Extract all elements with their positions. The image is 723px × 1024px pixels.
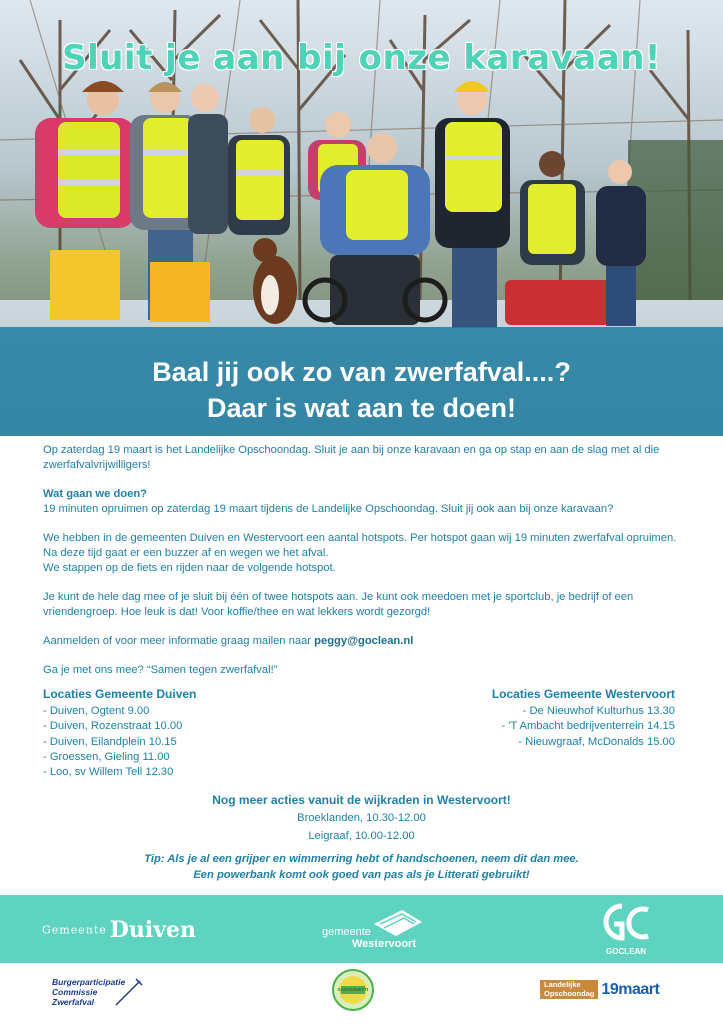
lod-line1: Landelijke — [544, 980, 581, 989]
locations-duiven-title: Locaties Gemeente Duiven — [43, 687, 197, 701]
volunteer-figure — [188, 84, 228, 234]
location-item: - De Nieuwhof Kulturhus 13.30 — [522, 705, 675, 718]
burgerparticipatie-logo — [52, 977, 125, 1007]
contact-paragraph — [43, 634, 683, 649]
location-item: - Groessen, Gieling 11.00 — [43, 750, 170, 763]
tip-line2: Een powerbank komt ook goed van pas als je Litterati gebruikt! — [193, 869, 530, 881]
more-action-item: Leigraaf, 10.00-12.00 — [308, 830, 415, 842]
burger-line: Commissie — [52, 987, 98, 997]
badge-text: SANGUINETTI — [337, 987, 369, 992]
gemeente-westervoort-logo — [322, 908, 432, 954]
banner-title: Baal jij ook zo van zwerfafval....? — [152, 357, 571, 387]
volunteer-figure — [435, 81, 510, 328]
location-item: - Loo, sv Willem Tell 12.30 — [43, 766, 174, 779]
locations-duiven — [43, 687, 343, 780]
tip-line1: Tip: Als je al een grijper en wimmerring hebt of handschoenen, neem dit dan mee. — [144, 853, 579, 865]
what-heading: Wat gaan we doen? — [43, 488, 148, 500]
location-item: - Duiven, Rozenstraat 10.00 — [43, 720, 183, 733]
location-item: - Duiven, Eilandplein 10.15 — [43, 735, 177, 748]
headline: Sluit je aan bij onze karavaan! — [62, 38, 661, 78]
lod-left-block — [540, 980, 598, 999]
landelijke-opschoondag-logo — [540, 979, 659, 1000]
contact-text: Aanmelden of voor meer informatie graag mailen naar — [43, 635, 315, 647]
sanguinetti-badge — [331, 968, 375, 1012]
tip — [0, 851, 723, 883]
more-actions-title: Nog meer acties vanuit de wijkraden in Westervoort! — [212, 793, 511, 807]
volunteer-figure — [505, 151, 610, 325]
what-section — [43, 487, 683, 517]
goclean-logo — [598, 900, 654, 958]
dog-figure — [253, 238, 297, 324]
westervoort-emblem-icon — [372, 908, 424, 938]
grabber-tool-icon — [114, 977, 144, 1007]
westervoort-logo-big: Westervoort — [352, 938, 416, 950]
volunteer-figure — [228, 107, 290, 235]
body-text — [43, 443, 683, 692]
hotspots-line1: We hebben in de gemeenten Duiven en Westervoort een aantal hotspots. Per hotspot gaan wij 19 minuten zwerfafval opruimen. Na deze tijd gaat er een buzzer af en wegen we het afval. — [43, 532, 677, 559]
duiven-logo-small: Gemeente — [42, 923, 107, 937]
intro-paragraph: Op zaterdag 19 maart is het Landelijke Opschoondag. Sluit je aan bij onze karavaan en ga op stap en aan de slag met al die zwerfafvalvrijwilligers! — [43, 444, 660, 471]
what-text: 19 minuten opruimen op zaterdag 19 maart tijdens de Landelijke Opschoondag. Sluit jij ook aan bij onze karavaan? — [43, 503, 614, 515]
email-link[interactable]: peggy@goclean.nl — [314, 635, 414, 647]
more-actions — [0, 791, 723, 845]
duiven-logo-big: Duiven — [109, 917, 196, 943]
goclean-logo-text: GOCLEAN — [606, 947, 646, 956]
lod-line2: Opschoondag — [544, 988, 595, 998]
lod-date: 19maart — [601, 980, 660, 998]
burger-line: Zwerfafval — [52, 997, 95, 1007]
more-action-item: Broeklanden, 10.30-12.00 — [297, 812, 426, 824]
location-item: - Nieuwgraaf, McDonalds 15.00 — [518, 735, 675, 748]
location-item: - Duiven, Ogtent 9.00 — [43, 705, 150, 718]
slogan: Ga je met ons mee? “Samen tegen zwerfafval!” — [43, 664, 278, 676]
gemeente-duiven-logo — [42, 917, 196, 943]
hero-photo — [0, 0, 723, 436]
location-item: - 'T Ambacht bedrijventerrein 14.15 — [501, 720, 675, 733]
volunteer-figure — [35, 81, 135, 320]
banner-subtitle: Daar is wat aan te doen! — [206, 393, 517, 423]
goclean-mark-icon — [598, 900, 654, 946]
hotspots-paragraph — [43, 531, 683, 576]
locations-westervoort-title: Locaties Gemeente Westervoort — [491, 687, 675, 701]
locations-westervoort — [355, 687, 675, 750]
hotspots-line2: We stappen op de fiets en rijden naar de volgende hotspot. — [43, 562, 336, 574]
join-paragraph: Je kunt de hele dag mee of je sluit bij één of twee hotspots aan. Je kunt ook meedoen met je sportclub, je bedrijf of een vriendengroep. Hoe leuk is dat! Voor koffie/thee en wat lekkers wordt gezorgd! — [43, 591, 634, 618]
westervoort-logo-small: gemeente — [322, 926, 371, 938]
burger-line: Burgerparticipatie — [52, 977, 126, 987]
